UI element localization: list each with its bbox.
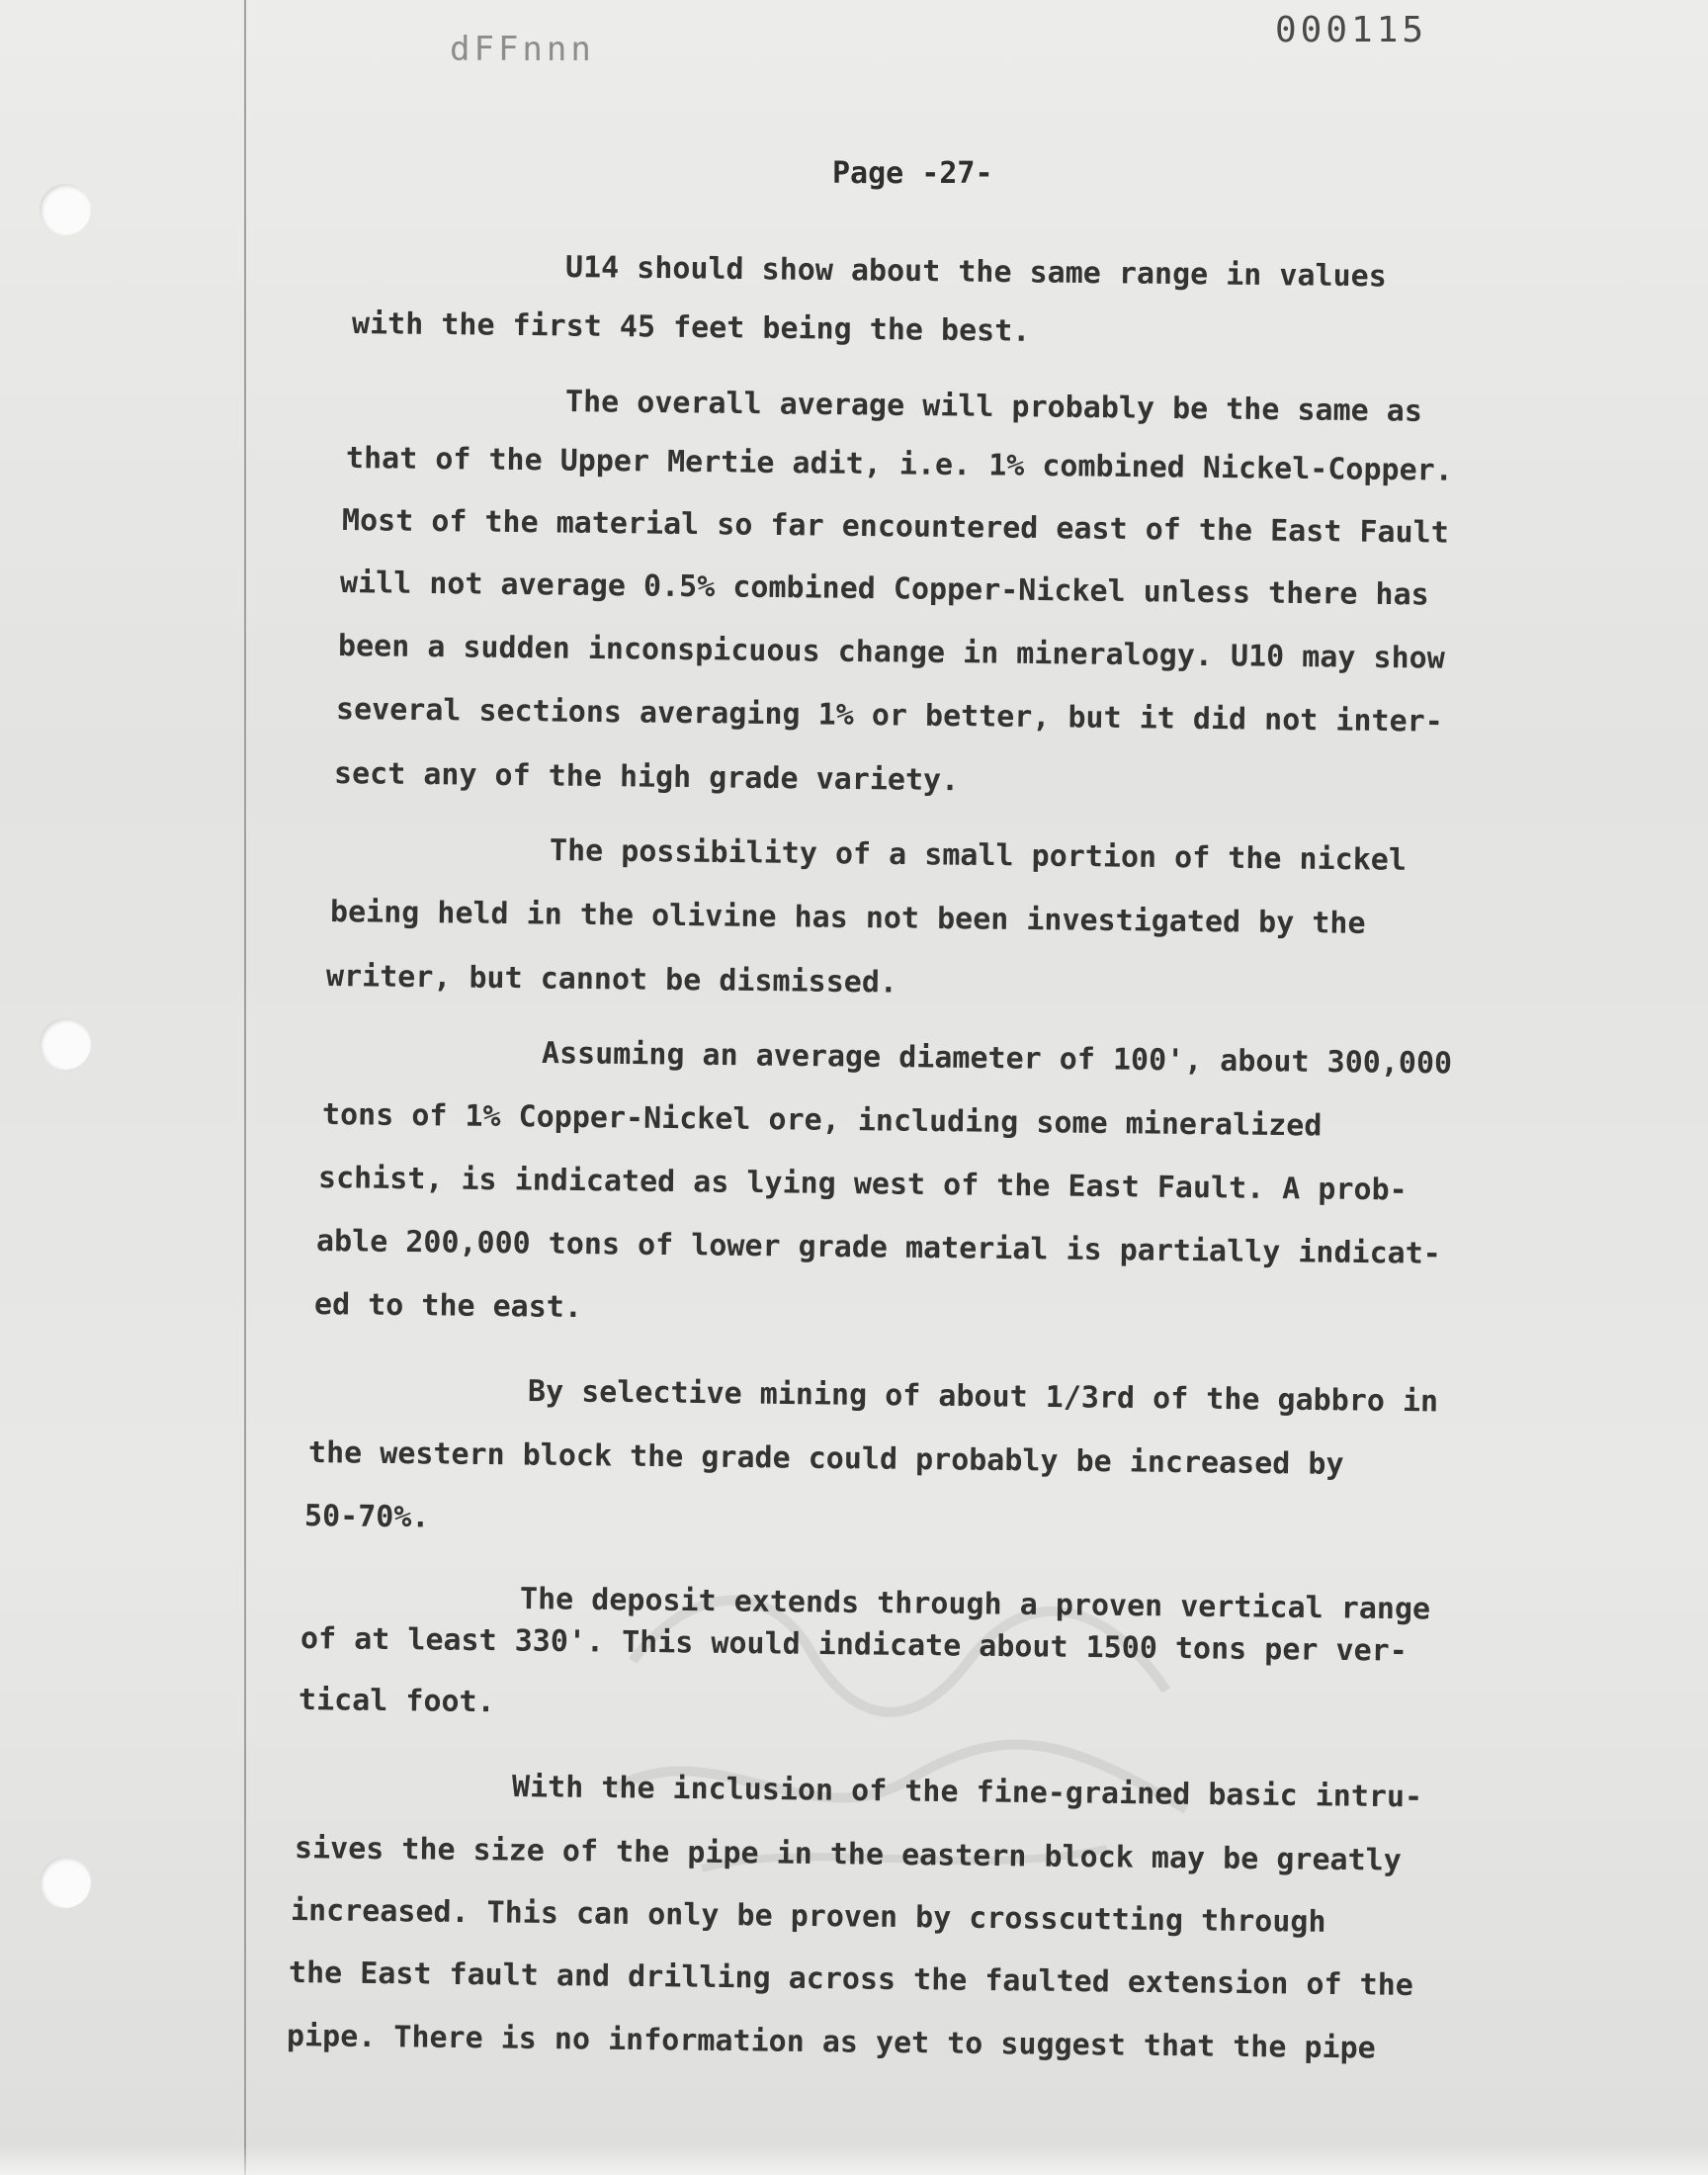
faded-watermark-stamp — [554, 1542, 1245, 1918]
text-line: sect any of the high grade variety. — [333, 756, 960, 799]
text-line: U14 should show about the same range in values — [564, 250, 1387, 295]
text-line: that of the Upper Mertie adit, i.e. 1% combined Nickel-Copper. — [345, 441, 1453, 488]
text-line: will not average 0.5% combined Copper-Nickel unless there has — [339, 566, 1429, 613]
text-line: the western block the grade could probably be increased by — [307, 1436, 1344, 1482]
text-line: the East fault and drilling across the faulted extension of the — [288, 1956, 1414, 2003]
punch-hole — [40, 1018, 91, 1070]
text-line: of at least 330'. This would indicate about 1500 tons per ver- — [299, 1621, 1408, 1669]
text-line: The deposit extends through a proven vertical range — [519, 1582, 1431, 1627]
text-line: been a sudden inconspicuous change in mineralogy. U10 may show — [337, 629, 1445, 676]
text-line: sives the size of the pipe in the eastern block may be greatly — [294, 1831, 1402, 1878]
punch-hole — [40, 184, 91, 235]
text-line: By selective mining of about 1/3rd of the gabbro in — [527, 1374, 1439, 1420]
document-number: 000115 — [1275, 10, 1428, 50]
margin-rule — [244, 0, 246, 2175]
text-line: increased. This can only be proven by crosscutting through — [290, 1893, 1326, 1940]
text-line: 50-70%. — [303, 1499, 430, 1535]
stamp-top-left: dFFnnn — [450, 30, 595, 69]
text-line: being held in the olivine has not been investigated by the — [329, 895, 1366, 941]
text-line: Most of the material so far encountered east of the East Fault — [341, 503, 1449, 551]
text-line: The possibility of a small portion of the nickel — [549, 833, 1408, 878]
text-line: The overall average will probably be the same as — [564, 385, 1423, 429]
text-line: With the inclusion of the fine-grained basic intru- — [511, 1770, 1423, 1815]
punch-hole — [40, 1857, 91, 1908]
text-line: tical foot. — [298, 1683, 495, 1720]
text-line: ed to the east. — [313, 1287, 583, 1326]
text-line: with the first 45 feet being the best. — [351, 306, 1031, 349]
text-line: able 200,000 tons of lower grade material is partially indicat- — [315, 1224, 1442, 1271]
text-line: tons of 1% Copper-Nickel ore, including some mineralized — [321, 1097, 1323, 1144]
text-line: schist, is indicated as lying west of the East Fault. A prob- — [317, 1161, 1408, 1208]
text-line: pipe. There is no information as yet to suggest that the pipe — [286, 2019, 1376, 2066]
scan-edge — [0, 2145, 1708, 2175]
text-line: Assuming an average diameter of 100', about 300,000 — [541, 1036, 1453, 1082]
text-line: several sections averaging 1% or better, but it did not inter- — [335, 692, 1443, 740]
page-heading: Page -27- — [832, 156, 993, 191]
text-line: writer, but cannot be dismissed. — [325, 959, 898, 1000]
